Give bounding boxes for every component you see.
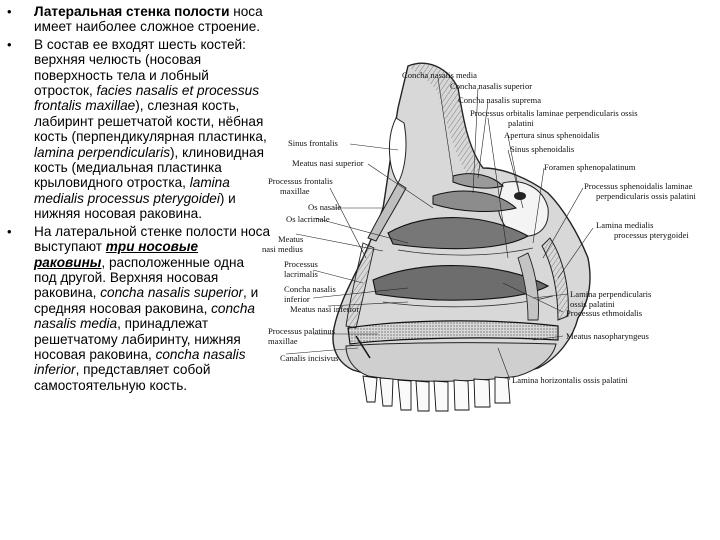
label-meatus: Meatus xyxy=(278,234,304,244)
paragraph-text: , принадлежат решетчатому лабиринту, нижняя носовая раковина, xyxy=(34,316,241,362)
label-lamina-perpendicularis: Lamina perpendicularis xyxy=(570,289,652,299)
latin-term: concha nasalis media xyxy=(34,300,255,332)
label-meatus-superior: Meatus nasi superior xyxy=(292,158,364,168)
label-palatini: palatini xyxy=(508,118,534,128)
label-ossis-palatini: ossis palatini xyxy=(570,299,615,309)
label-processus-palatinus: Processus palatinus xyxy=(268,326,336,336)
label-sinus-sphenoidalis: Sinus sphenoidalis xyxy=(510,144,575,154)
label-canalis-incisivus: Canalis incisivus xyxy=(280,353,339,363)
label-processus-pterygoidei: processus pterygoidei xyxy=(614,230,689,240)
bullet-marker: • xyxy=(7,223,12,239)
paragraph-text: , расположенные одна под другой. Верхняя носовая раковина, xyxy=(34,254,245,301)
anatomy-illustration xyxy=(258,58,716,484)
emphasis-three-conchae: три носовые раковины xyxy=(34,239,199,270)
bullet-marker: • xyxy=(7,4,12,19)
latin-term: concha nasalis superior xyxy=(100,285,244,301)
bullet-list xyxy=(0,4,270,393)
list-item xyxy=(0,37,270,222)
paragraph-text: ), слезная кость, лабиринт решетчатой кости, нёбная кость (перпендикулярная пластинка, xyxy=(34,98,267,145)
list-item xyxy=(0,224,270,393)
label-concha-suprema: Concha nasalis suprema xyxy=(458,95,542,105)
label-lamina-horizontalis: Lamina horizontalis ossis palatini xyxy=(512,375,628,385)
bullet-marker: • xyxy=(7,36,12,52)
latin-term: lamina medialis processus pterygoidei xyxy=(34,175,230,206)
label-nasi-medius: nasi medius xyxy=(262,244,303,254)
label-maxillae: maxillae xyxy=(280,186,310,196)
paragraph-text: ), клиновидная кость (медиальная пластинка крыловидного отростка, xyxy=(34,144,264,191)
teeth-row xyxy=(363,376,510,411)
label-concha-media: Concha nasalis media xyxy=(402,70,477,80)
label-concha-inferior-2: inferior xyxy=(284,294,310,304)
label-os-lacrimale: Os lacrimale xyxy=(286,214,330,224)
label-maxillae-2: maxillae xyxy=(268,336,298,346)
paragraph-text: В состав ее входят шесть костей: верхняя челюсть (носовая поверхность тела и лобный отросток, xyxy=(34,36,246,99)
latin-term: facies nasalis et processus frontalis maxillae xyxy=(34,83,259,114)
paragraph-text: носа имеет наиболее сложное строение. xyxy=(34,4,263,35)
label-sinus-frontalis: Sinus frontalis xyxy=(288,138,338,148)
nasal-lateral-wall-figure xyxy=(258,58,716,484)
label-apertura-sinus: Apertura sinus sphenoidalis xyxy=(504,130,600,140)
paragraph-title: Латеральная стенка полости xyxy=(34,4,230,19)
paragraph-text: ) и нижняя носовая раковина. xyxy=(34,190,236,222)
label-processus-orbitalis: Processus orbitalis laminae perpendicularis ossis xyxy=(470,108,638,118)
list-item xyxy=(0,4,270,35)
label-processus-lacrimalis-2: lacrimalis xyxy=(284,269,318,279)
label-foramen-sphenopalatinum: Foramen sphenopalatinum xyxy=(544,162,636,172)
paragraph-text: , и средняя носовая раковина, xyxy=(34,285,259,316)
label-os-nasale: Os nasale xyxy=(308,202,342,212)
label-processus-sphenoidalis: Processus sphenoidalis laminae xyxy=(584,181,693,191)
label-perpendicularis-palatini: perpendicularis ossis palatini xyxy=(596,191,696,201)
latin-term: concha nasalis inferior xyxy=(34,346,246,378)
label-meatus-nasopharyngeus: Meatus nasopharyngeus xyxy=(566,331,649,341)
text-column xyxy=(0,4,270,395)
label-lamina-medialis: Lamina medialis xyxy=(596,220,654,230)
label-processus-lacrimalis-1: Processus xyxy=(284,259,318,269)
label-processus-ethmoidalis: Processus ethmoidalis xyxy=(566,308,643,318)
paragraph-text: , представляет собой самостоятельную кость. xyxy=(34,362,211,393)
label-processus-frontalis: Processus frontalis xyxy=(268,176,333,186)
label-concha-inferior-1: Concha nasalis xyxy=(284,284,336,294)
label-concha-superior: Concha nasalis superior xyxy=(450,81,533,91)
paragraph-text: На латеральной стенке полости носа выступают xyxy=(34,223,271,255)
label-meatus-inferior: Meatus nasi inferior xyxy=(290,304,360,314)
latin-term: lamina perpendicularis xyxy=(34,144,171,160)
